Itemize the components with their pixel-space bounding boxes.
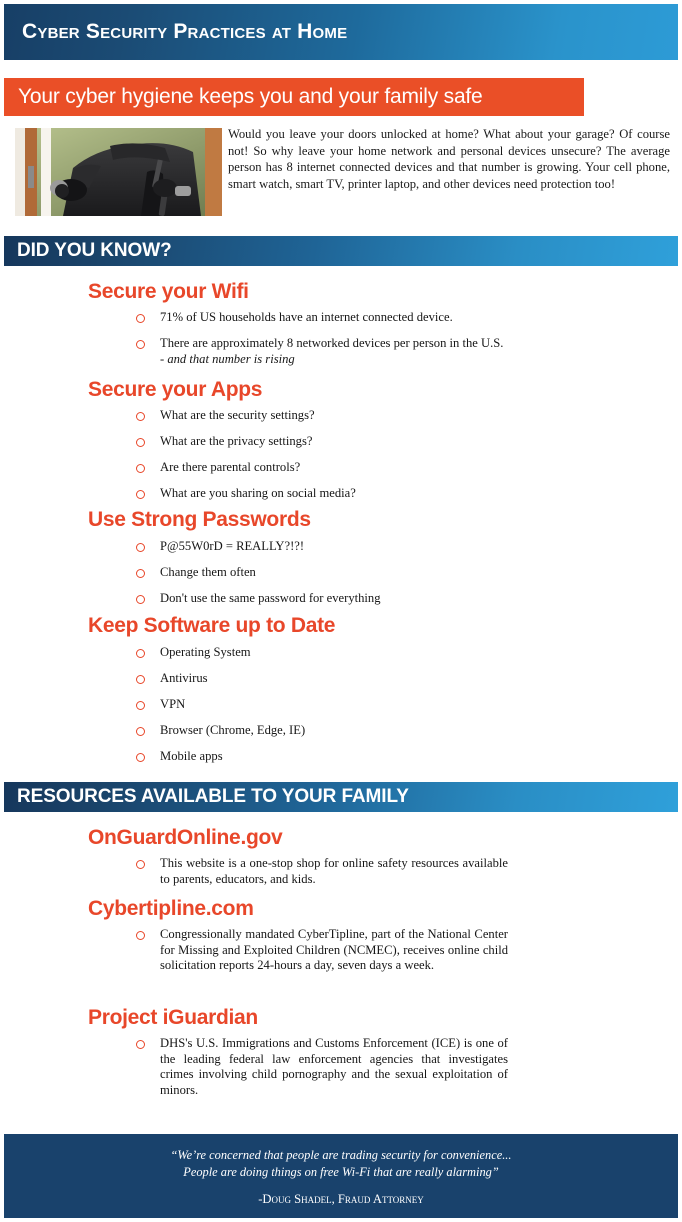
list-item bbox=[136, 434, 312, 450]
list-item bbox=[136, 591, 381, 607]
circle-bullet-icon bbox=[136, 701, 145, 710]
list-item-label: This website is a one-stop shop for online safety resources available to parents, educators, and kids. bbox=[160, 856, 508, 886]
footer-quote-line-2: People are doing things on free Wi-Fi that are really alarming” bbox=[183, 1165, 499, 1179]
footer-attribution: -Doug Shadel, Fraud Attorney bbox=[258, 1192, 424, 1206]
list-item-label: There are approximately 8 networked devices per person in the U.S. - and that number is rising bbox=[160, 336, 504, 366]
list-item bbox=[136, 749, 223, 765]
list-item-label: Browser (Chrome, Edge, IE) bbox=[160, 723, 306, 737]
list-item-label: Operating System bbox=[160, 645, 251, 659]
list-item-label: Don't use the same password for everything bbox=[160, 591, 381, 605]
list-item-label: Congressionally mandated CyberTipline, part of the National Center for Missing and Exploited Children (NCMEC), receives online child solicitation reports 24-hours a day, seven days a week. bbox=[160, 927, 508, 972]
circle-bullet-icon bbox=[136, 931, 145, 940]
list-item-label: Change them often bbox=[160, 565, 256, 579]
circle-bullet-icon bbox=[136, 753, 145, 762]
heading-cybertipline[interactable]: Cybertipline.com bbox=[88, 897, 254, 920]
list-item bbox=[136, 460, 300, 476]
intro-block bbox=[15, 126, 670, 222]
circle-bullet-icon bbox=[136, 649, 145, 658]
section-bar-resources bbox=[4, 782, 678, 812]
circle-bullet-icon bbox=[136, 727, 145, 736]
circle-bullet-icon bbox=[136, 860, 145, 869]
list-item bbox=[136, 408, 315, 424]
heading-use-strong-passwords: Use Strong Passwords bbox=[88, 508, 311, 531]
list-item bbox=[136, 671, 208, 687]
section-bar-label: DID YOU KNOW? bbox=[17, 240, 172, 261]
circle-bullet-icon bbox=[136, 490, 145, 499]
circle-bullet-icon bbox=[136, 314, 145, 323]
list-item-label: DHS's U.S. Immigrations and Customs Enforcement (ICE) is one of the leading federal law enforcement agencies that investigates crimes involving child pornography and the sexual exploitation of minors. bbox=[160, 1036, 508, 1097]
section-bar-did-you-know bbox=[4, 236, 678, 266]
heading-secure-your-wifi: Secure your Wifi bbox=[88, 280, 249, 303]
circle-bullet-icon bbox=[136, 340, 145, 349]
list-item bbox=[136, 645, 251, 661]
list-item bbox=[136, 310, 453, 326]
heading-secure-your-apps: Secure your Apps bbox=[88, 378, 263, 401]
heading-keep-software-up-to-date: Keep Software up to Date bbox=[88, 614, 336, 637]
list-item bbox=[136, 486, 356, 502]
footer-quote-band bbox=[4, 1134, 678, 1218]
list-item-label: VPN bbox=[160, 697, 186, 711]
list-item-label: What are you sharing on social media? bbox=[160, 486, 356, 500]
tagline-banner bbox=[4, 78, 584, 116]
list-item-label: Mobile apps bbox=[160, 749, 223, 763]
circle-bullet-icon bbox=[136, 464, 145, 473]
circle-bullet-icon bbox=[136, 675, 145, 684]
list-item-label: Are there parental controls? bbox=[160, 460, 301, 474]
list-item bbox=[136, 1036, 508, 1098]
intro-paragraph: Would you leave your doors unlocked at home? What about your garage? Of course not! So why leave your home network and personal devices unsecure? The average person has 8 internet connected devices and that number is growing. Your cell phone, smart watch, smart TV, printer laptop, and other devices need protection too! bbox=[228, 127, 670, 191]
list-item-label: P@55W0rD = REALLY?!?! bbox=[160, 539, 305, 553]
section-bar-label: RESOURCES AVAILABLE TO YOUR FAMILY bbox=[17, 786, 409, 807]
footer-quote-line-1: “We’re concerned that people are trading security for convenience... bbox=[170, 1148, 512, 1162]
heading-onguardonline[interactable]: OnGuardOnline.gov bbox=[88, 826, 283, 849]
circle-bullet-icon bbox=[136, 438, 145, 447]
list-item-label: What are the privacy settings? bbox=[160, 434, 313, 448]
list-item-label: 71% of US households have an internet connected device. bbox=[160, 310, 453, 324]
list-item bbox=[136, 856, 508, 887]
list-item-label: What are the security settings? bbox=[160, 408, 315, 422]
page-title: Cyber Security Practices at Home bbox=[22, 20, 348, 43]
list-item bbox=[136, 539, 304, 555]
list-item-label: Antivirus bbox=[160, 671, 208, 685]
title-bar bbox=[4, 4, 678, 60]
circle-bullet-icon bbox=[136, 595, 145, 604]
burglar-at-door-photo bbox=[15, 128, 222, 216]
list-item bbox=[136, 723, 305, 739]
list-item bbox=[136, 697, 185, 713]
circle-bullet-icon bbox=[136, 543, 145, 552]
circle-bullet-icon bbox=[136, 412, 145, 421]
footer-quote bbox=[4, 1147, 678, 1181]
list-item bbox=[136, 927, 508, 974]
list-item-subnote: - and that number is rising bbox=[160, 351, 295, 366]
tagline-text: Your cyber hygiene keeps you and your family safe bbox=[18, 85, 483, 108]
list-item bbox=[136, 336, 503, 367]
circle-bullet-icon bbox=[136, 1040, 145, 1049]
circle-bullet-icon bbox=[136, 569, 145, 578]
list-item bbox=[136, 565, 256, 581]
heading-project-iguardian[interactable]: Project iGuardian bbox=[88, 1006, 258, 1029]
